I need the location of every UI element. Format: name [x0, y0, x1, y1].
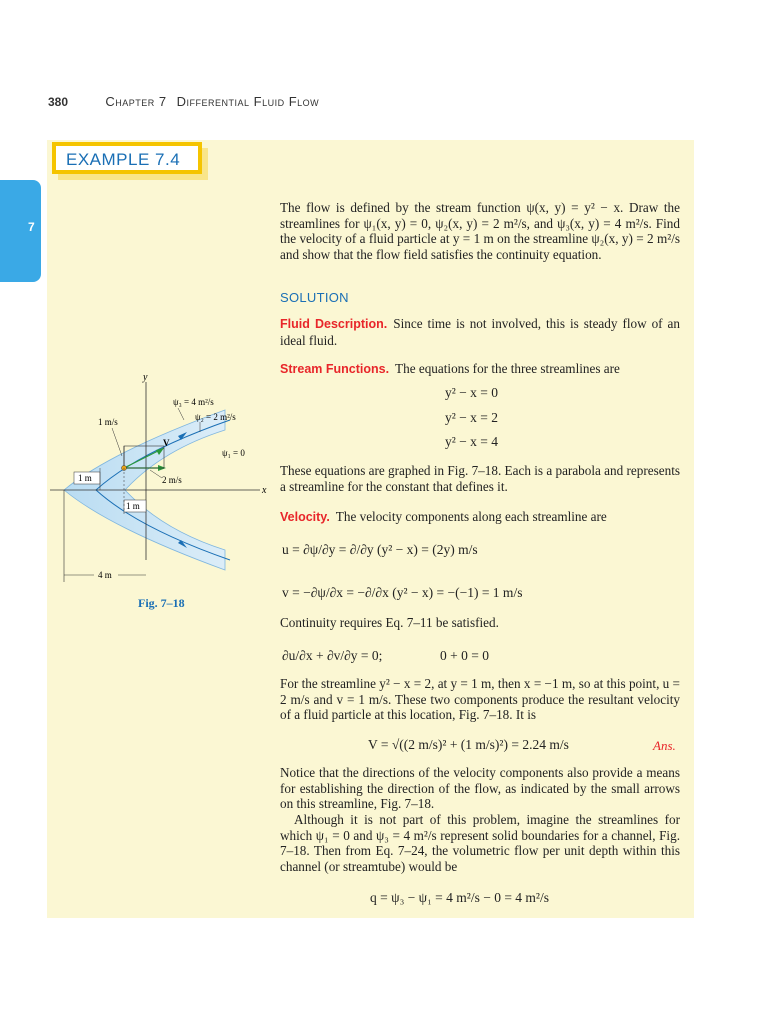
y-axis-label: y	[143, 372, 148, 383]
example-title: EXAMPLE 7.4	[52, 142, 202, 174]
x-axis-label: x	[262, 485, 267, 496]
velocity-paragraph	[280, 509, 680, 526]
running-header	[48, 94, 329, 109]
streamline-eq-3: y² − x = 4	[445, 434, 499, 449]
fluid-description-heading: Fluid Description.	[280, 317, 388, 331]
dim-1m-bottom: 1 m	[126, 501, 140, 511]
figure-7-18	[50, 370, 280, 610]
figure-caption: Fig. 7–18	[138, 596, 185, 610]
streamline-eq-2: y² − x = 2	[445, 410, 499, 425]
stream-functions-text: The equations for the three streamlines are	[395, 361, 620, 376]
resultant-velocity-equation: V = √((2 m/s)² + (1 m/s)²) = 2.24 m/s	[368, 737, 569, 752]
velocity-V-label: V	[163, 438, 170, 448]
flow-rate-equation: q = ψ₃ − ψ₁ = 4 m²/s − 0 = 4 m²/s	[370, 890, 549, 905]
chapter-label: Chapter 7	[105, 94, 167, 109]
velocity-heading: Velocity.	[280, 510, 330, 524]
velocity-text: The velocity components along each streamline are	[335, 509, 607, 524]
graph-text: These equations are graphed in Fig. 7–18. Each is a parabola and represents a streamline for the constant that defines it.	[280, 463, 680, 494]
velocity-u-equation: u = ∂ψ/∂y = ∂/∂y (y² − x) = (2y) m/s	[282, 542, 478, 557]
answer-label: Ans.	[653, 738, 676, 753]
dim-4m: 4 m	[98, 570, 112, 580]
velocity-v-equation: v = −∂ψ/∂x = −∂/∂x (y² − x) = −(−1) = 1 m/s	[282, 585, 523, 600]
chapter-title: Differential Fluid Flow	[176, 94, 320, 109]
psi3-label: ψ₃ = 4 m²/s	[173, 397, 214, 407]
streamline-text: For the streamline y² − x = 2, at y = 1 m, then x = −1 m, so at this point, u = 2 m/s and v = 1 m/s. These two components produce the resultant velocity of a fluid particle at this location, Fig. 7–18. It is	[280, 676, 680, 723]
problem-statement: The flow is defined by the stream function ψ(x, y) = y² − x. Draw the streamlines for ψ₁(x, y) = 0, ψ₂(x, y) = 2 m²/s, and ψ₃(x, y) = 4 m²/s. Find the velocity of a fluid particle at y = 1 m on the streamline ψ₂(x, y) = 2 m²/s and show that the flow field satisfies the continuity equation.	[280, 200, 680, 263]
continuity-text: Continuity requires Eq. 7–11 be satisfied.	[280, 615, 499, 630]
velocity-v-label: 1 m/s	[98, 417, 118, 427]
fluid-description-text: Since time is not involved, this is steady flow of an ideal fluid.	[280, 316, 680, 348]
velocity-u-label: 2 m/s	[162, 475, 182, 485]
continuity-eq-left: ∂u/∂x + ∂v/∂y = 0;	[282, 648, 383, 663]
fluid-description-paragraph	[280, 316, 680, 348]
psi1-label: ψ₁ = 0	[222, 448, 245, 458]
psi2-label: ψ₂ = 2 m²/s	[195, 412, 236, 422]
dim-1m-left: 1 m	[78, 473, 92, 483]
stream-functions-heading: Stream Functions.	[280, 362, 390, 376]
chapter-tab	[0, 180, 41, 282]
chapter-tab-number: 7	[28, 220, 35, 234]
notice-text: Notice that the directions of the velocity components also provide a means for establishing the direction of the flow, as indicated by the small arrows on this streamline, Fig. 7–18.	[280, 765, 680, 812]
streamline-eq-1: y² − x = 0	[445, 385, 499, 400]
continuity-eq-right: 0 + 0 = 0	[440, 648, 489, 663]
page-number: 380	[48, 95, 69, 109]
solution-heading: SOLUTION	[280, 290, 349, 305]
stream-functions-paragraph	[280, 361, 680, 378]
channel-text: Although it is not part of this problem, imagine the streamlines for which ψ₁ = 0 and ψ₃ = 4 m²/s represent solid boundaries for a channel, Fig. 7–18. Then from Eq. 7–24, the volumetric flow per unit depth within this channel (or streamtube) would be	[280, 812, 680, 875]
